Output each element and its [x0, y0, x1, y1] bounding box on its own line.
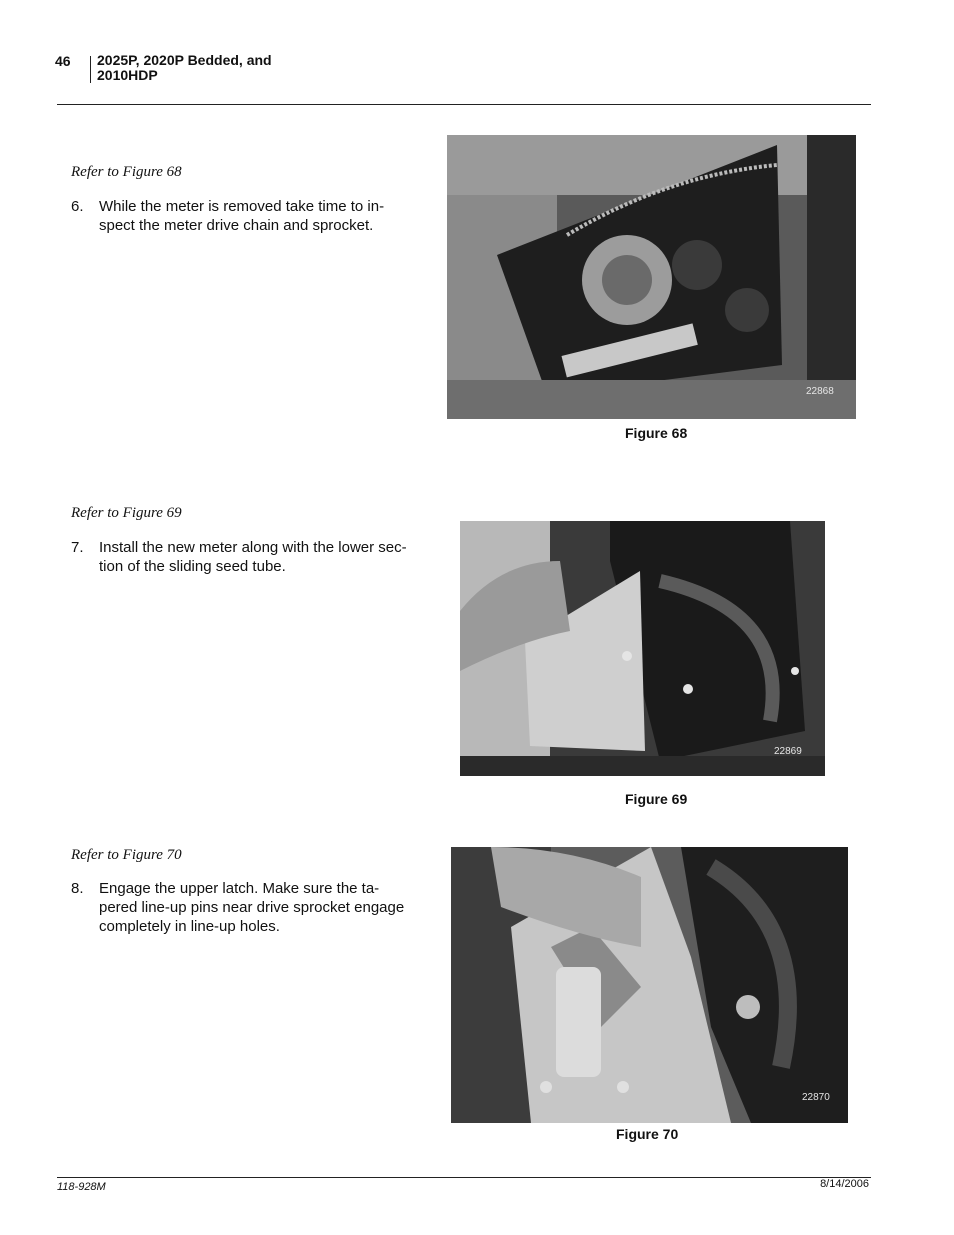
- figure-68-photo: [447, 135, 856, 419]
- figure-id: 22870: [802, 1092, 830, 1103]
- refer-figure-68: Refer to Figure 68: [71, 164, 182, 180]
- document-number: 118-928M: [57, 1181, 106, 1193]
- upper-latch-icon: [451, 847, 848, 1123]
- step-7: [71, 538, 416, 576]
- meter-install-hand-icon: [460, 521, 825, 776]
- step-text: Install the new meter along with the lower sec-tion of the sliding seed tube.: [99, 539, 407, 575]
- step-number: 8.: [71, 880, 84, 897]
- figure-69-photo: [460, 521, 825, 776]
- figure-68-caption: Figure 68: [625, 425, 688, 441]
- refer-figure-70: Refer to Figure 70: [71, 847, 182, 863]
- figure-id: 22868: [806, 386, 834, 397]
- figure-70-photo: [451, 847, 848, 1123]
- header-rule: [57, 104, 871, 105]
- page-number: 46: [55, 53, 71, 69]
- meter-drive-chain-sprocket-icon: [447, 135, 856, 419]
- step-text: While the meter is removed take time to in-spect the meter drive chain and sprocket.: [99, 198, 385, 234]
- figure-id: 22869: [774, 746, 802, 757]
- revision-date: 8/14/2006: [820, 1178, 869, 1190]
- figure-70-caption: Figure 70: [616, 1126, 679, 1142]
- refer-figure-69: Refer to Figure 69: [71, 505, 182, 521]
- manual-title: 2025P, 2020P Bedded, and 2010HDP: [97, 52, 272, 83]
- footer-rule: [57, 1177, 871, 1178]
- step-8: [71, 879, 416, 936]
- step-number: 7.: [71, 539, 84, 556]
- figure-69-caption: Figure 69: [625, 791, 688, 807]
- header-divider: [90, 56, 91, 83]
- step-6: [71, 197, 416, 235]
- step-number: 6.: [71, 198, 84, 215]
- step-text: Engage the upper latch. Make sure the ta-pered line-up pins near drive sprocket engage completely in line-up holes.: [99, 880, 405, 935]
